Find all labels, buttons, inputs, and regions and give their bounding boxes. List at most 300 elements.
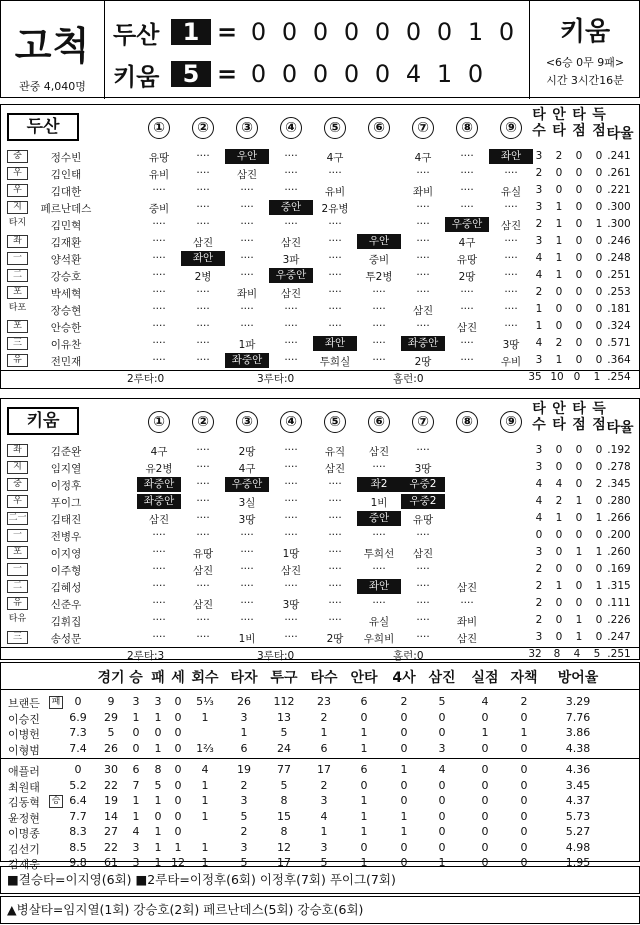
batter-stat: 0 [555, 614, 563, 626]
batter-name: 김태진 [50, 514, 82, 526]
batter-stat: 1 [555, 218, 563, 230]
at-bat-cell: 삼진 [456, 582, 478, 594]
at-bat-cell: ···· [328, 303, 342, 315]
equals-sign: = [216, 18, 238, 46]
batter-stat: 0 [575, 354, 583, 366]
pitcher-stat: 5 [107, 726, 115, 739]
at-bat-cell: 우희비 [363, 633, 395, 645]
at-bat-cell: ···· [328, 235, 342, 247]
pitcher-prev-era: 0 [74, 695, 82, 708]
pitcher-stat: 0 [360, 840, 368, 854]
batter-stat: 3 [535, 354, 543, 366]
away-line [113, 15, 522, 49]
pitcher-stat: 0 [520, 741, 528, 755]
inning-score: 0 [498, 18, 515, 46]
pitcher-stat: 0 [438, 726, 446, 739]
pitcher-stat: 0 [438, 840, 446, 854]
position-badge: 一 [7, 529, 28, 542]
batter-stat: 0 [595, 337, 603, 349]
at-bat-cell: ···· [196, 461, 210, 473]
win-badge: 승 [49, 795, 63, 808]
inning-header: ① [148, 117, 170, 139]
batter-stat: 1 [535, 320, 543, 332]
at-bat-cell: ···· [284, 354, 298, 366]
pitcher-stat: 61 [104, 856, 118, 869]
at-bat-cell: ···· [372, 529, 386, 541]
pitcher-stat: 0 [174, 741, 182, 755]
position-badge: 二一 [8, 513, 27, 523]
batting-average: .364 [607, 354, 631, 366]
triples-total: 3루타:0 [257, 650, 295, 662]
batter-stat: 2 [535, 286, 543, 298]
batting-average: .315 [607, 580, 631, 592]
batting-average: .181 [607, 303, 631, 315]
batter-row [1, 613, 640, 629]
pitcher-stat: 19 [104, 794, 118, 807]
pitcher-prev-era: 7.7 [69, 809, 87, 823]
hit-cell: 좌2 [357, 477, 401, 492]
pitcher-stat: 5 [438, 695, 446, 708]
at-bat-cell: 2땅 [458, 271, 476, 283]
pitcher-stat: 1 [154, 710, 162, 724]
at-bat-cell: ···· [284, 218, 298, 230]
at-bat-cell: ···· [460, 354, 474, 366]
batter-stat: 0 [575, 529, 583, 541]
at-bat-cell: ···· [284, 614, 298, 626]
at-bat-cell: ···· [416, 201, 430, 213]
pitcher-stat: 5 [280, 726, 288, 739]
batter-stat: 4 [535, 269, 543, 281]
at-bat-cell: 삼진 [280, 565, 302, 577]
inning-score: 4 [405, 60, 422, 88]
batter-stat: 0 [575, 235, 583, 247]
at-bat-cell: ···· [152, 546, 166, 558]
batting-average: .200 [607, 529, 631, 541]
at-bat-cell: ···· [504, 320, 518, 332]
pitch-col-header: 회수 [191, 670, 219, 686]
hit-cell: 우안 [357, 234, 401, 249]
pitch-col-header: 안타 [350, 670, 378, 686]
at-bat-cell: ···· [416, 286, 430, 298]
pitcher-stat: 1 [240, 726, 248, 739]
pitcher-stat: 0 [360, 710, 368, 724]
batter-row [1, 234, 640, 250]
at-bat-cell: 1비 [370, 497, 388, 509]
at-bat-cell: ···· [328, 563, 342, 575]
batter-stat: 0 [575, 461, 583, 473]
at-bat-cell: 삼진 [148, 514, 170, 526]
pitcher-stat: 0 [174, 809, 182, 823]
doosan-batting-box [0, 104, 640, 389]
batter-row [1, 511, 640, 527]
at-bat-cell: 2병 [194, 271, 212, 283]
team-stat-total: 8 [553, 648, 561, 660]
batter-row [1, 353, 640, 369]
pitcher-stat: 0 [520, 825, 528, 838]
at-bat-cell: ···· [240, 201, 254, 213]
at-bat-cell: 2땅 [238, 446, 256, 458]
at-bat-cell: ···· [152, 235, 166, 247]
batting-average: .226 [607, 614, 631, 626]
batter-stat: 0 [555, 167, 563, 179]
header-divider [1, 689, 639, 690]
at-bat-cell: ···· [240, 546, 254, 558]
pitcher-stat: 12 [277, 840, 291, 854]
venue-name: 고척 [14, 24, 91, 68]
pitcher-prev-era: 8.5 [69, 840, 87, 854]
pitcher-stat: 2 [240, 778, 248, 792]
team-average: .251 [607, 648, 631, 660]
pitcher-prev-era: 8.3 [69, 825, 87, 838]
pitcher-stat: 0 [481, 825, 489, 838]
batter-row [1, 217, 640, 233]
pitcher-row [1, 841, 640, 856]
inning-score: 0 [343, 18, 360, 46]
stat-header-bottom: 타 [552, 417, 566, 433]
batting-average: .300 [607, 218, 631, 230]
pitcher-stat: 0 [400, 710, 408, 724]
batter-stat: 0 [595, 269, 603, 281]
at-bat-cell: ···· [284, 495, 298, 507]
position-badge: 포 [7, 320, 28, 333]
at-bat-cell: 삼진 [324, 463, 346, 475]
batter-stat: 0 [595, 320, 603, 332]
at-bat-cell: 유실 [500, 186, 522, 198]
at-bat-cell: ···· [152, 184, 166, 196]
doubles-total: 2루타:3 [127, 650, 165, 662]
pitcher-stat: 27 [104, 825, 118, 838]
pitcher-stat: 4.36 [565, 763, 591, 776]
at-bat-cell: ···· [152, 286, 166, 298]
pitcher-stat: 0 [174, 763, 182, 776]
at-bat-cell: ···· [196, 201, 210, 213]
pitcher-stat: 0 [438, 825, 446, 838]
batter-stat: 1 [575, 546, 583, 558]
position-badge: 타유 [8, 614, 27, 624]
pitcher-prev-era: 0 [74, 763, 82, 776]
at-bat-cell: 유실 [368, 616, 390, 628]
pitch-col-header: 자책 [510, 670, 538, 686]
pitcher-stat: 13 [277, 710, 291, 724]
pitch-col-header: 경기 [97, 670, 125, 686]
batter-stat: 0 [555, 184, 563, 196]
at-bat-cell: ···· [152, 563, 166, 575]
batting-average: .247 [607, 631, 631, 643]
batter-stat: 3 [535, 461, 543, 473]
batter-row [1, 443, 640, 459]
pitcher-stat: 6 [360, 695, 368, 708]
pitcher-stat: 0 [481, 856, 489, 869]
batter-stat: 0 [555, 563, 563, 575]
batter-stat: 4 [535, 252, 543, 264]
batter-stat: 0 [575, 150, 583, 162]
pitcher-stat: 0 [132, 741, 140, 755]
batter-stat: 0 [575, 303, 583, 315]
batter-stat: 3 [535, 444, 543, 456]
pitcher-stat: 0 [481, 778, 489, 792]
pitcher-name: 김동혁 [8, 796, 40, 809]
at-bat-cell: 유직 [324, 446, 346, 458]
at-bat-cell: 2땅 [414, 356, 432, 368]
batting-average: .324 [607, 320, 631, 332]
hit-cell: 우중2 [401, 494, 445, 509]
position-badge: 지 [7, 461, 28, 474]
batter-row [1, 545, 640, 561]
pitcher-stat: 1 [132, 710, 140, 724]
at-bat-cell: 삼진 [456, 633, 478, 645]
pitcher-stat: 22 [104, 840, 118, 854]
homeruns-total: 홈런:0 [393, 373, 424, 385]
at-bat-cell: ···· [152, 597, 166, 609]
at-bat-cell: ···· [240, 218, 254, 230]
pitcher-stat: 1 [154, 741, 162, 755]
batter-name: 김재환 [50, 237, 82, 249]
batter-stat: 0 [575, 269, 583, 281]
pitcher-prev-era: 5.2 [69, 778, 87, 792]
at-bat-cell: ···· [328, 546, 342, 558]
pitcher-stat: 3 [320, 840, 328, 854]
at-bat-cell: 삼진 [368, 446, 390, 458]
pitcher-stat: 1 [438, 856, 446, 869]
pitcher-stat: 3.29 [565, 695, 591, 708]
pitch-col-header: 4사 [392, 670, 416, 686]
pitcher-stat: 0 [174, 825, 182, 838]
at-bat-cell: ···· [372, 303, 386, 315]
batter-row [1, 630, 640, 646]
batting-footer [1, 647, 640, 661]
team-stat-total: 32 [528, 648, 542, 660]
pitcher-stat: 3 [154, 695, 162, 708]
batter-name: 전민재 [50, 356, 82, 368]
at-bat-cell: ···· [372, 320, 386, 332]
batting-average: .169 [607, 563, 631, 575]
pitcher-stat: 1 [132, 809, 140, 823]
pitcher-name: 이승진 [8, 712, 40, 726]
hit-cell: 중안 [269, 200, 313, 215]
batter-stat: 0 [575, 563, 583, 575]
batter-stat: 4 [535, 495, 543, 507]
batting-average: .300 [607, 201, 631, 213]
pitcher-stat: 5 [240, 856, 248, 869]
batter-stat: 0 [575, 337, 583, 349]
hit-cell: 우안 [225, 149, 269, 164]
inning-header: ⑧ [456, 117, 478, 139]
position-badge: 좌 [7, 235, 28, 248]
at-bat-cell: 삼진 [456, 322, 478, 334]
loss-badge: 패 [49, 696, 63, 709]
batter-stat: 3 [535, 184, 543, 196]
note-winning-hit: ■결승타=이지영(6회) ■2루타=이정후(6회) 이정후(7회) 푸이그(7회) [0, 866, 640, 894]
batter-name: 송성문 [50, 633, 82, 645]
pitcher-stat: 0 [438, 778, 446, 792]
at-bat-cell: ···· [196, 512, 210, 524]
at-bat-cell: 삼진 [236, 169, 258, 181]
position-badge: 三 [7, 337, 28, 350]
team-stat-total: 35 [528, 371, 542, 383]
batter-stat: 0 [595, 303, 603, 315]
at-bat-cell: ···· [284, 580, 298, 592]
batter-name: 김혜성 [50, 582, 82, 594]
at-bat-cell: 4구 [326, 152, 344, 164]
at-bat-cell: ···· [416, 631, 430, 643]
batter-stat: 0 [575, 167, 583, 179]
pitcher-name: 김선기 [8, 842, 40, 856]
pitcher-stat: 1⅔ [196, 741, 214, 755]
batting-average: .241 [607, 150, 631, 162]
stat-header-top: 득 [592, 401, 606, 417]
stat-header-top: 안 [552, 107, 566, 123]
pitcher-stat: 0 [481, 710, 489, 724]
pitcher-stat: 3 [240, 710, 248, 724]
at-bat-cell: ···· [284, 150, 298, 162]
at-bat-cell: 3땅 [502, 339, 520, 351]
batter-stat: 0 [595, 614, 603, 626]
position-badge: 三 [7, 631, 28, 644]
doubles-total: 2루타:0 [127, 373, 165, 385]
position-badge: 유 [7, 597, 28, 610]
batter-stat: 0 [595, 167, 603, 179]
pitcher-stat: 2 [400, 695, 408, 708]
batting-average: .266 [607, 512, 631, 524]
hit-cell: 좌안 [489, 149, 533, 164]
batter-stat: 3 [535, 150, 543, 162]
pitcher-stat: 1 [201, 809, 209, 823]
pitcher-stat: 0 [400, 856, 408, 869]
position-badge: 一 [7, 563, 28, 576]
pitcher-stat: 1 [360, 809, 368, 823]
pitch-col-header: 실점 [471, 670, 499, 686]
pitcher-stat: 4.98 [565, 840, 591, 854]
at-bat-cell: 삼진 [500, 220, 522, 232]
team-stat-total: 1 [593, 371, 601, 383]
at-bat-cell: 중비 [368, 254, 390, 266]
pitcher-stat: 7.76 [565, 710, 591, 724]
pitcher-stat: 0 [360, 778, 368, 792]
batter-stat: 0 [595, 201, 603, 213]
batter-row [1, 268, 640, 284]
home-line [113, 57, 491, 91]
pitcher-name: 이명종 [8, 827, 40, 840]
at-bat-cell: ···· [152, 614, 166, 626]
batter-stat: 0 [595, 495, 603, 507]
pitcher-stat: 4 [320, 809, 328, 823]
inning-score: 1 [467, 18, 484, 46]
at-bat-cell: 삼진 [412, 305, 434, 317]
at-bat-cell: ···· [416, 320, 430, 332]
batter-row [1, 302, 640, 318]
at-bat-cell: ···· [284, 167, 298, 179]
pitcher-stat: 1 [360, 856, 368, 869]
pitcher-stat: 5.27 [565, 825, 591, 838]
inning-score: 0 [405, 18, 422, 46]
batter-row [1, 183, 640, 199]
batter-stat: 2 [535, 614, 543, 626]
inning-header: ⑧ [456, 411, 478, 433]
pitcher-stat: 2 [320, 778, 328, 792]
at-bat-cell: ···· [504, 252, 518, 264]
batter-stat: 3 [535, 201, 543, 213]
pitcher-stat: 26 [104, 741, 118, 755]
at-bat-cell: 3파 [282, 254, 300, 266]
pitcher-row [1, 810, 640, 825]
at-bat-cell: ···· [460, 167, 474, 179]
batter-stat: 2 [535, 563, 543, 575]
at-bat-cell: ···· [416, 269, 430, 281]
inning-header: ③ [236, 411, 258, 433]
team-name-label: 두산 [7, 113, 79, 141]
home-total: 5 [171, 61, 211, 87]
hit-cell: 좌중안 [137, 494, 181, 509]
pitcher-stat: 0 [520, 809, 528, 823]
at-bat-cell: 1비 [238, 633, 256, 645]
inning-header: ⑨ [500, 117, 522, 139]
home-team: 키움 [113, 62, 160, 91]
at-bat-cell: ···· [240, 320, 254, 332]
at-bat-cell: ···· [196, 184, 210, 196]
pitcher-stat: 0 [400, 794, 408, 807]
position-badge: 우 [7, 495, 28, 508]
batter-stat: 0 [595, 354, 603, 366]
stat-header-top: 타 [532, 107, 546, 123]
pitcher-stat: 1 [320, 825, 328, 838]
pitcher-stat: 6 [132, 763, 140, 776]
at-bat-cell: ···· [328, 495, 342, 507]
inning-score: 0 [374, 60, 391, 88]
stat-header-bottom: 점 [592, 417, 606, 433]
batter-stat: 0 [555, 320, 563, 332]
pitcher-stat: 3 [438, 741, 446, 755]
batter-stat: 2 [555, 495, 563, 507]
batter-stat: 3 [535, 546, 543, 558]
position-badge: 중 [7, 478, 28, 491]
batter-stat: 1 [555, 201, 563, 213]
at-bat-cell: ···· [328, 269, 342, 281]
pitcher-stat: 4.38 [565, 741, 591, 755]
batter-stat: 2 [535, 167, 543, 179]
at-bat-cell: ···· [152, 337, 166, 349]
pitcher-stat: 5 [154, 778, 162, 792]
at-bat-cell: ···· [196, 218, 210, 230]
pitcher-stat: 1 [360, 726, 368, 739]
pitcher-stat: 1 [400, 763, 408, 776]
at-bat-cell: ···· [284, 337, 298, 349]
pitcher-stat: 0 [400, 726, 408, 739]
at-bat-cell: ···· [152, 354, 166, 366]
at-bat-cell: ···· [416, 563, 430, 575]
position-badge: 二 [7, 269, 28, 282]
pitcher-prev-era: 6.9 [69, 710, 87, 724]
line-score [105, 1, 529, 99]
pitcher-stat: 7 [132, 778, 140, 792]
at-bat-cell: ···· [416, 597, 430, 609]
pitcher-name: 최원태 [8, 780, 40, 794]
pitch-col-header: 승 [129, 670, 143, 686]
pitch-col-header: 삼진 [428, 670, 456, 686]
pitcher-row [1, 711, 640, 726]
batter-stat: 1 [555, 354, 563, 366]
pitch-col-header: 패 [151, 670, 165, 686]
batter-row [1, 166, 640, 182]
at-bat-cell: 삼진 [192, 237, 214, 249]
batter-stat: 1 [575, 631, 583, 643]
at-bat-cell: 유땅 [456, 254, 478, 266]
at-bat-cell: ···· [416, 167, 430, 179]
batter-stat: 0 [595, 563, 603, 575]
pitcher-stat: 17 [277, 856, 291, 869]
batter-stat: 1 [595, 218, 603, 230]
kiwoom-batting-box [0, 398, 640, 660]
batter-row [1, 528, 640, 544]
